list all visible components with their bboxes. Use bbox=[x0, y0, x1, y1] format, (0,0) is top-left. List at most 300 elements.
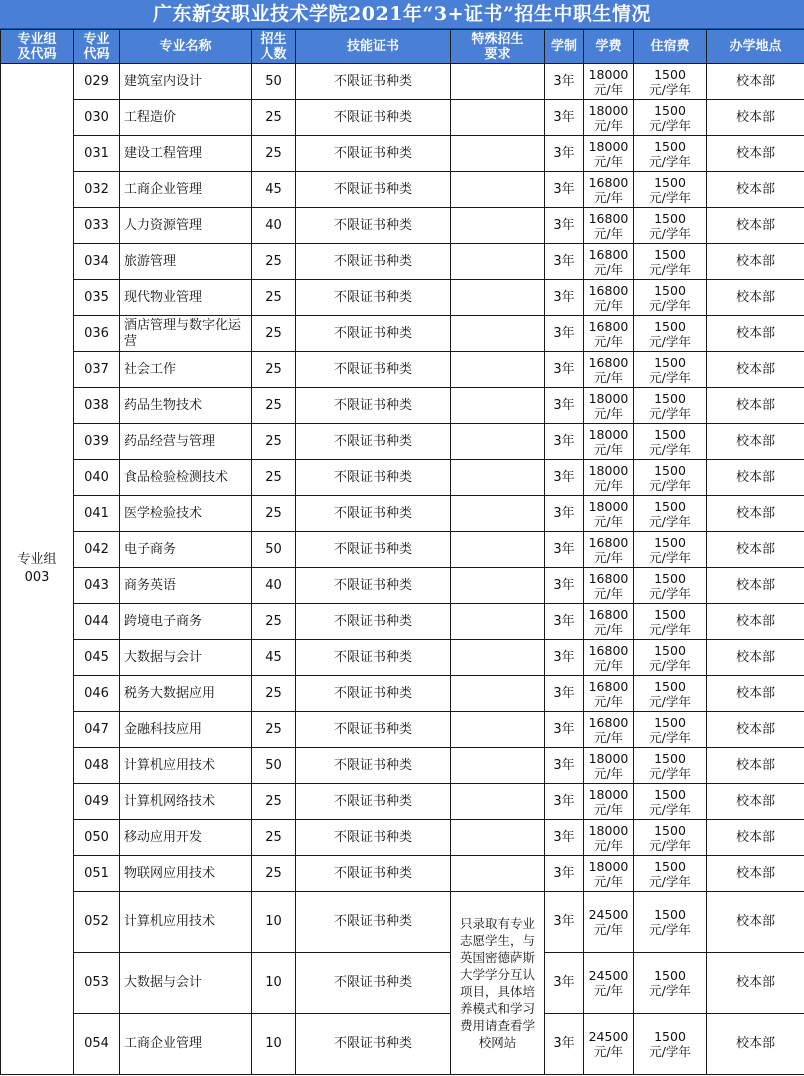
special-cell bbox=[451, 604, 545, 640]
name-cell: 药品生物技术 bbox=[120, 388, 252, 424]
location-cell: 校本部 bbox=[707, 64, 804, 100]
code-cell: 029 bbox=[74, 64, 120, 100]
name-cell: 计算机网络技术 bbox=[120, 784, 252, 820]
tuition-cell bbox=[584, 856, 634, 892]
dorm-unit: 元/学年 bbox=[649, 585, 691, 601]
name-cell: 金融科技应用 bbox=[120, 712, 252, 748]
code-cell: 035 bbox=[74, 280, 120, 316]
table-row bbox=[1, 568, 804, 604]
table-row bbox=[1, 424, 804, 460]
table-row bbox=[1, 748, 804, 784]
tuition-cell bbox=[584, 352, 634, 388]
dorm-unit: 元/学年 bbox=[649, 405, 691, 421]
cert-cell: 不限证书种类 bbox=[296, 136, 451, 172]
cert-cell: 不限证书种类 bbox=[296, 712, 451, 748]
table-row bbox=[1, 316, 804, 352]
cert-cell: 不限证书种类 bbox=[296, 316, 451, 352]
years-cell: 3年 bbox=[545, 64, 584, 100]
dorm-cell bbox=[634, 388, 707, 424]
tuition-amount: 18000 bbox=[588, 102, 629, 118]
tuition-unit: 元/年 bbox=[593, 333, 624, 349]
dorm-amount: 1500 bbox=[654, 426, 686, 442]
code-cell: 048 bbox=[74, 748, 120, 784]
cert-cell: 不限证书种类 bbox=[296, 64, 451, 100]
dorm-unit: 元/学年 bbox=[649, 657, 691, 673]
table-row bbox=[1, 532, 804, 568]
dorm-unit: 元/学年 bbox=[649, 369, 691, 385]
dorm-amount: 1500 bbox=[654, 246, 686, 262]
dorm-cell bbox=[634, 856, 707, 892]
dorm-unit: 元/学年 bbox=[649, 81, 691, 97]
name-cell: 工程造价 bbox=[120, 100, 252, 136]
quota-cell: 10 bbox=[252, 1014, 296, 1075]
table-row bbox=[1, 953, 804, 1014]
tuition-unit: 元/年 bbox=[593, 117, 624, 133]
tuition-unit: 元/年 bbox=[593, 983, 624, 998]
quota-cell: 25 bbox=[252, 280, 296, 316]
dorm-cell bbox=[634, 136, 707, 172]
dorm-cell bbox=[634, 352, 707, 388]
table-row bbox=[1, 676, 804, 712]
tuition-unit: 元/年 bbox=[593, 549, 624, 565]
tuition-amount: 16800 bbox=[588, 678, 629, 694]
years-cell: 3年 bbox=[545, 208, 584, 244]
table-row bbox=[1, 244, 804, 280]
name-cell: 计算机应用技术 bbox=[120, 748, 252, 784]
tuition-amount: 18000 bbox=[588, 786, 629, 802]
dorm-amount: 1500 bbox=[654, 66, 686, 82]
dorm-amount: 1500 bbox=[654, 390, 686, 406]
cert-cell: 不限证书种类 bbox=[296, 856, 451, 892]
location-cell: 校本部 bbox=[707, 1014, 804, 1075]
tuition-unit: 元/年 bbox=[593, 657, 624, 673]
dorm-cell bbox=[634, 244, 707, 280]
tuition-amount: 18000 bbox=[588, 426, 629, 442]
tuition-cell bbox=[584, 784, 634, 820]
tuition-unit: 元/年 bbox=[593, 585, 624, 601]
tuition-cell bbox=[584, 172, 634, 208]
location-cell: 校本部 bbox=[707, 424, 804, 460]
code-cell: 051 bbox=[74, 856, 120, 892]
years-cell: 3年 bbox=[545, 424, 584, 460]
dorm-amount: 1500 bbox=[654, 174, 686, 190]
code-cell: 045 bbox=[74, 640, 120, 676]
tuition-unit: 元/年 bbox=[593, 405, 624, 421]
dorm-amount: 1500 bbox=[654, 210, 686, 226]
header-name: 专业名称 bbox=[120, 30, 252, 64]
header-dorm: 住宿费 bbox=[634, 30, 707, 64]
location-cell: 校本部 bbox=[707, 892, 804, 953]
years-cell: 3年 bbox=[545, 172, 584, 208]
dorm-amount: 1500 bbox=[654, 858, 686, 874]
code-cell: 046 bbox=[74, 676, 120, 712]
tuition-cell bbox=[584, 532, 634, 568]
tuition-amount: 16800 bbox=[588, 606, 629, 622]
tuition-amount: 18000 bbox=[588, 138, 629, 154]
special-cell bbox=[451, 64, 545, 100]
tuition-cell bbox=[584, 460, 634, 496]
header-years: 学制 bbox=[545, 30, 584, 64]
special-cell bbox=[451, 424, 545, 460]
location-cell: 校本部 bbox=[707, 640, 804, 676]
name-cell: 药品经营与管理 bbox=[120, 424, 252, 460]
tuition-unit: 元/年 bbox=[593, 513, 624, 529]
table-row bbox=[1, 604, 804, 640]
years-cell: 3年 bbox=[545, 856, 584, 892]
table-row bbox=[1, 64, 804, 100]
tuition-cell bbox=[584, 748, 634, 784]
location-cell: 校本部 bbox=[707, 316, 804, 352]
tuition-cell bbox=[584, 64, 634, 100]
header-tuition: 学费 bbox=[584, 30, 634, 64]
dorm-cell bbox=[634, 676, 707, 712]
quota-cell: 25 bbox=[252, 352, 296, 388]
location-cell: 校本部 bbox=[707, 100, 804, 136]
table-row bbox=[1, 784, 804, 820]
tuition-amount: 16800 bbox=[588, 210, 629, 226]
quota-cell: 25 bbox=[252, 604, 296, 640]
name-cell: 大数据与会计 bbox=[120, 640, 252, 676]
name-cell: 人力资源管理 bbox=[120, 208, 252, 244]
tuition-unit: 元/年 bbox=[593, 297, 624, 313]
years-cell: 3年 bbox=[545, 460, 584, 496]
years-cell: 3年 bbox=[545, 244, 584, 280]
name-cell: 酒店管理与数字化运营 bbox=[120, 316, 252, 352]
tuition-unit: 元/年 bbox=[593, 477, 624, 493]
dorm-cell bbox=[634, 1014, 707, 1075]
name-cell: 建筑室内设计 bbox=[120, 64, 252, 100]
special-cell bbox=[451, 712, 545, 748]
tuition-amount: 18000 bbox=[588, 462, 629, 478]
years-cell: 3年 bbox=[545, 280, 584, 316]
table-row bbox=[1, 208, 804, 244]
name-cell: 物联网应用技术 bbox=[120, 856, 252, 892]
location-cell: 校本部 bbox=[707, 208, 804, 244]
dorm-cell bbox=[634, 496, 707, 532]
dorm-cell bbox=[634, 64, 707, 100]
dorm-amount: 1500 bbox=[654, 570, 686, 586]
location-cell: 校本部 bbox=[707, 532, 804, 568]
special-cell bbox=[451, 748, 545, 784]
special-cell bbox=[451, 568, 545, 604]
dorm-amount: 1500 bbox=[654, 498, 686, 514]
quota-cell: 25 bbox=[252, 100, 296, 136]
dorm-amount: 1500 bbox=[654, 102, 686, 118]
name-cell: 旅游管理 bbox=[120, 244, 252, 280]
dorm-unit: 元/学年 bbox=[649, 441, 691, 457]
quota-cell: 25 bbox=[252, 496, 296, 532]
special-cell bbox=[451, 208, 545, 244]
dorm-unit: 元/学年 bbox=[649, 549, 691, 565]
code-cell: 050 bbox=[74, 820, 120, 856]
dorm-cell bbox=[634, 712, 707, 748]
dorm-amount: 1500 bbox=[654, 282, 686, 298]
dorm-cell bbox=[634, 820, 707, 856]
cert-cell: 不限证书种类 bbox=[296, 388, 451, 424]
years-cell: 3年 bbox=[545, 352, 584, 388]
dorm-unit: 元/学年 bbox=[649, 765, 691, 781]
code-cell: 031 bbox=[74, 136, 120, 172]
years-cell: 3年 bbox=[545, 676, 584, 712]
code-cell: 044 bbox=[74, 604, 120, 640]
dorm-unit: 元/学年 bbox=[649, 117, 691, 133]
tuition-unit: 元/年 bbox=[593, 922, 624, 937]
tuition-amount: 18000 bbox=[588, 390, 629, 406]
name-cell: 计算机应用技术 bbox=[120, 892, 252, 953]
location-cell: 校本部 bbox=[707, 280, 804, 316]
special-cell bbox=[451, 532, 545, 568]
years-cell: 3年 bbox=[545, 316, 584, 352]
quota-cell: 25 bbox=[252, 856, 296, 892]
special-cell bbox=[451, 820, 545, 856]
quota-cell: 25 bbox=[252, 136, 296, 172]
years-cell: 3年 bbox=[545, 712, 584, 748]
tuition-cell bbox=[584, 424, 634, 460]
table-row bbox=[1, 388, 804, 424]
tuition-unit: 元/年 bbox=[593, 189, 624, 205]
code-cell: 042 bbox=[74, 532, 120, 568]
dorm-unit: 元/学年 bbox=[649, 477, 691, 493]
dorm-unit: 元/学年 bbox=[649, 801, 691, 817]
tuition-amount: 16800 bbox=[588, 246, 629, 262]
special-cell bbox=[451, 352, 545, 388]
code-cell: 040 bbox=[74, 460, 120, 496]
dorm-amount: 1500 bbox=[654, 714, 686, 730]
tuition-amount: 18000 bbox=[588, 822, 629, 838]
header-special: 特殊招生 要求 bbox=[451, 30, 545, 64]
special-cell bbox=[451, 784, 545, 820]
tuition-amount: 16800 bbox=[588, 282, 629, 298]
quota-cell: 10 bbox=[252, 892, 296, 953]
name-cell: 建设工程管理 bbox=[120, 136, 252, 172]
dorm-unit: 元/学年 bbox=[649, 297, 691, 313]
group-label: 专业组 bbox=[17, 552, 57, 567]
tuition-amount: 24500 bbox=[588, 968, 629, 983]
years-cell: 3年 bbox=[545, 136, 584, 172]
table-row bbox=[1, 352, 804, 388]
special-cell bbox=[451, 244, 545, 280]
cert-cell: 不限证书种类 bbox=[296, 1014, 451, 1075]
years-cell: 3年 bbox=[545, 820, 584, 856]
cert-cell: 不限证书种类 bbox=[296, 892, 451, 953]
dorm-cell bbox=[634, 460, 707, 496]
dorm-cell bbox=[634, 100, 707, 136]
tuition-cell bbox=[584, 136, 634, 172]
quota-cell: 40 bbox=[252, 208, 296, 244]
table-row bbox=[1, 856, 804, 892]
tuition-unit: 元/年 bbox=[593, 801, 624, 817]
quota-cell: 25 bbox=[252, 820, 296, 856]
tuition-unit: 元/年 bbox=[593, 621, 624, 637]
dorm-amount: 1500 bbox=[654, 642, 686, 658]
name-cell: 工商企业管理 bbox=[120, 1014, 252, 1075]
dorm-amount: 1500 bbox=[654, 822, 686, 838]
tuition-cell bbox=[584, 496, 634, 532]
quota-cell: 50 bbox=[252, 64, 296, 100]
location-cell: 校本部 bbox=[707, 244, 804, 280]
dorm-cell bbox=[634, 892, 707, 953]
cert-cell: 不限证书种类 bbox=[296, 640, 451, 676]
location-cell: 校本部 bbox=[707, 953, 804, 1014]
dorm-unit: 元/学年 bbox=[649, 983, 691, 998]
location-cell: 校本部 bbox=[707, 388, 804, 424]
tuition-amount: 24500 bbox=[588, 907, 629, 922]
quota-cell: 25 bbox=[252, 784, 296, 820]
years-cell: 3年 bbox=[545, 568, 584, 604]
name-cell: 食品检验检测技术 bbox=[120, 460, 252, 496]
tuition-unit: 元/年 bbox=[593, 837, 624, 853]
code-cell: 047 bbox=[74, 712, 120, 748]
special-cell bbox=[451, 640, 545, 676]
tuition-unit: 元/年 bbox=[593, 729, 624, 745]
quota-cell: 25 bbox=[252, 676, 296, 712]
table-row bbox=[1, 1014, 804, 1075]
special-cell bbox=[451, 856, 545, 892]
dorm-cell bbox=[634, 604, 707, 640]
dorm-unit: 元/学年 bbox=[649, 1044, 691, 1059]
table-body bbox=[1, 64, 804, 1075]
code-cell: 033 bbox=[74, 208, 120, 244]
location-cell: 校本部 bbox=[707, 496, 804, 532]
dorm-amount: 1500 bbox=[654, 534, 686, 550]
tuition-unit: 元/年 bbox=[593, 765, 624, 781]
tuition-cell bbox=[584, 316, 634, 352]
cert-cell: 不限证书种类 bbox=[296, 748, 451, 784]
cert-cell: 不限证书种类 bbox=[296, 604, 451, 640]
name-cell: 工商企业管理 bbox=[120, 172, 252, 208]
special-requirement-cell: 只录取有专业志愿学生，与英国密德萨斯大学学分互认项目，具体培养模式和学习费用请查看学校网站 bbox=[451, 892, 545, 1075]
table-row bbox=[1, 280, 804, 316]
code-cell: 032 bbox=[74, 172, 120, 208]
tuition-unit: 元/年 bbox=[593, 441, 624, 457]
location-cell: 校本部 bbox=[707, 820, 804, 856]
cert-cell: 不限证书种类 bbox=[296, 676, 451, 712]
dorm-amount: 1500 bbox=[654, 138, 686, 154]
quota-cell: 25 bbox=[252, 388, 296, 424]
tuition-cell bbox=[584, 244, 634, 280]
cert-cell: 不限证书种类 bbox=[296, 820, 451, 856]
years-cell: 3年 bbox=[545, 532, 584, 568]
dorm-unit: 元/学年 bbox=[649, 333, 691, 349]
header-cert: 技能证书 bbox=[296, 30, 451, 64]
special-cell bbox=[451, 676, 545, 712]
tuition-amount: 16800 bbox=[588, 354, 629, 370]
cert-cell: 不限证书种类 bbox=[296, 460, 451, 496]
name-cell: 医学检验技术 bbox=[120, 496, 252, 532]
dorm-cell bbox=[634, 748, 707, 784]
location-cell: 校本部 bbox=[707, 712, 804, 748]
tuition-amount: 16800 bbox=[588, 534, 629, 550]
cert-cell: 不限证书种类 bbox=[296, 532, 451, 568]
dorm-unit: 元/学年 bbox=[649, 225, 691, 241]
dorm-cell bbox=[634, 784, 707, 820]
name-cell: 税务大数据应用 bbox=[120, 676, 252, 712]
dorm-cell bbox=[634, 424, 707, 460]
tuition-unit: 元/年 bbox=[593, 693, 624, 709]
location-cell: 校本部 bbox=[707, 676, 804, 712]
code-cell: 041 bbox=[74, 496, 120, 532]
dorm-unit: 元/学年 bbox=[649, 729, 691, 745]
code-cell: 052 bbox=[74, 892, 120, 953]
dorm-amount: 1500 bbox=[654, 786, 686, 802]
cert-cell: 不限证书种类 bbox=[296, 172, 451, 208]
table-row bbox=[1, 892, 804, 953]
special-cell bbox=[451, 136, 545, 172]
header-code: 专业 代码 bbox=[74, 30, 120, 64]
quota-cell: 25 bbox=[252, 460, 296, 496]
quota-cell: 45 bbox=[252, 172, 296, 208]
cert-cell: 不限证书种类 bbox=[296, 280, 451, 316]
dorm-unit: 元/学年 bbox=[649, 513, 691, 529]
quota-cell: 25 bbox=[252, 316, 296, 352]
tuition-unit: 元/年 bbox=[593, 1044, 624, 1059]
tuition-amount: 16800 bbox=[588, 642, 629, 658]
tuition-amount: 18000 bbox=[588, 858, 629, 874]
special-cell bbox=[451, 460, 545, 496]
years-cell: 3年 bbox=[545, 953, 584, 1014]
tuition-cell bbox=[584, 604, 634, 640]
location-cell: 校本部 bbox=[707, 784, 804, 820]
dorm-unit: 元/学年 bbox=[649, 153, 691, 169]
name-cell: 移动应用开发 bbox=[120, 820, 252, 856]
location-cell: 校本部 bbox=[707, 604, 804, 640]
years-cell: 3年 bbox=[545, 100, 584, 136]
header-row bbox=[1, 30, 804, 64]
years-cell: 3年 bbox=[545, 604, 584, 640]
tuition-unit: 元/年 bbox=[593, 873, 624, 889]
location-cell: 校本部 bbox=[707, 568, 804, 604]
dorm-amount: 1500 bbox=[654, 750, 686, 766]
table-row bbox=[1, 712, 804, 748]
location-cell: 校本部 bbox=[707, 352, 804, 388]
cert-cell: 不限证书种类 bbox=[296, 352, 451, 388]
years-cell: 3年 bbox=[545, 784, 584, 820]
code-cell: 049 bbox=[74, 784, 120, 820]
tuition-cell bbox=[584, 388, 634, 424]
table-row bbox=[1, 172, 804, 208]
tuition-cell bbox=[584, 712, 634, 748]
code-cell: 036 bbox=[74, 316, 120, 352]
code-cell: 038 bbox=[74, 388, 120, 424]
cert-cell: 不限证书种类 bbox=[296, 496, 451, 532]
tuition-cell bbox=[584, 208, 634, 244]
table-row bbox=[1, 496, 804, 532]
dorm-unit: 元/学年 bbox=[649, 837, 691, 853]
dorm-cell bbox=[634, 640, 707, 676]
dorm-unit: 元/学年 bbox=[649, 261, 691, 277]
years-cell: 3年 bbox=[545, 1014, 584, 1075]
tuition-unit: 元/年 bbox=[593, 261, 624, 277]
cert-cell: 不限证书种类 bbox=[296, 100, 451, 136]
tuition-amount: 16800 bbox=[588, 174, 629, 190]
group-cell bbox=[1, 64, 74, 1075]
table-row bbox=[1, 640, 804, 676]
dorm-amount: 1500 bbox=[654, 1029, 686, 1044]
dorm-cell bbox=[634, 208, 707, 244]
tuition-cell bbox=[584, 280, 634, 316]
location-cell: 校本部 bbox=[707, 460, 804, 496]
tuition-unit: 元/年 bbox=[593, 369, 624, 385]
name-cell: 社会工作 bbox=[120, 352, 252, 388]
code-cell: 043 bbox=[74, 568, 120, 604]
dorm-unit: 元/学年 bbox=[649, 873, 691, 889]
tuition-amount: 18000 bbox=[588, 66, 629, 82]
location-cell: 校本部 bbox=[707, 136, 804, 172]
dorm-unit: 元/学年 bbox=[649, 621, 691, 637]
dorm-cell bbox=[634, 280, 707, 316]
dorm-unit: 元/学年 bbox=[649, 693, 691, 709]
dorm-cell bbox=[634, 568, 707, 604]
